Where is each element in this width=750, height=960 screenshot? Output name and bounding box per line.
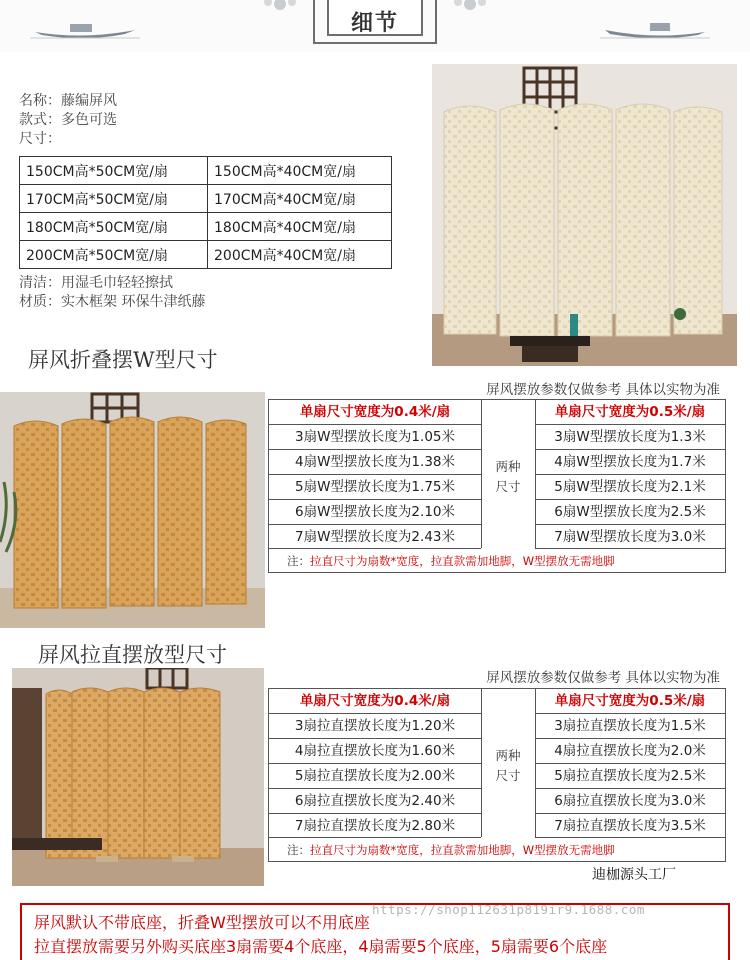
w-param-table (268, 399, 726, 573)
straight-mid-label-2: 尺寸 (495, 768, 521, 783)
table-cell: 4扇W型摆放长度为1.7米 (535, 450, 725, 475)
table-cell: 6扇W型摆放长度为2.5米 (535, 500, 725, 525)
table-cell: 5扇拉直摆放长度为2.00米 (269, 764, 481, 789)
product-photo-natural-w (0, 392, 265, 628)
badge-title: 细节 (350, 10, 399, 36)
size-cell: 150CM高*50CM宽/扇 (20, 157, 208, 185)
table-cell: 6扇拉直摆放长度为2.40米 (269, 789, 481, 814)
spec-material: 材质：实木框架 环保牛津纸藤 (19, 294, 206, 310)
care-info (19, 274, 205, 312)
table-cell: 3扇拉直摆放长度为1.5米 (535, 714, 725, 739)
size-cell: 150CM高*40CM宽/扇 (208, 157, 392, 185)
size-cell: 180CM高*50CM宽/扇 (20, 213, 208, 241)
size-table (19, 156, 392, 269)
size-cell: 170CM高*40CM宽/扇 (208, 185, 392, 213)
section-badge (313, 0, 437, 44)
page-header (0, 0, 750, 52)
table-cell: 4扇拉直摆放长度为1.60米 (269, 739, 481, 764)
table-cell: 3扇拉直摆放长度为1.20米 (269, 714, 481, 739)
flower-decoration (250, 0, 310, 16)
table-cell: 7扇W型摆放长度为3.0米 (535, 525, 725, 549)
footnote-prefix: 注： (287, 554, 310, 568)
table-row (20, 157, 392, 185)
product-photo-natural-straight (12, 668, 264, 886)
base-notice-line-1: 屏风默认不带底座，折叠W型摆放可以不用底座 (34, 913, 370, 932)
w-left-header: 单扇尺寸宽度为0.4米/扇 (269, 400, 481, 425)
size-cell: 170CM高*50CM宽/扇 (20, 185, 208, 213)
spec-style: 款式：多色可选 (19, 112, 117, 128)
table-cell: 7扇W型摆放长度为2.43米 (269, 525, 481, 549)
table-cell: 4扇W型摆放长度为1.38米 (269, 450, 481, 475)
table-cell: 3扇W型摆放长度为1.3米 (535, 425, 725, 450)
footnote-text: 拉直尺寸为扇数*宽度，拉直款需加地脚，W型摆放无需地脚 (310, 843, 615, 857)
table-cell: 5扇W型摆放长度为2.1米 (535, 475, 725, 500)
straight-left-header: 单扇尺寸宽度为0.4米/扇 (269, 689, 481, 714)
factory-label: 迪枷源头工厂 (592, 867, 676, 883)
table-cell: 6扇W型摆放长度为2.10米 (269, 500, 481, 525)
w-mid-label-2: 尺寸 (495, 479, 521, 494)
spec-size-label: 尺寸： (19, 131, 61, 147)
table-row (20, 213, 392, 241)
straight-section-note: 屏风摆放参数仅做参考 具体以实物为准 (486, 670, 720, 686)
footnote-prefix: 注： (287, 843, 310, 857)
ink-boat-decoration (30, 18, 140, 40)
table-cell: 4扇拉直摆放长度为2.0米 (535, 739, 725, 764)
product-photo-cream-screen (432, 64, 737, 366)
w-section-note: 屏风摆放参数仅做参考 具体以实物为准 (486, 382, 720, 398)
straight-table-footnote (269, 838, 725, 863)
spec-cleaning: 清洁：用湿毛巾轻轻擦拭 (19, 275, 173, 291)
table-cell: 5扇拉直摆放长度为2.5米 (535, 764, 725, 789)
w-right-header: 单扇尺寸宽度为0.5米/扇 (535, 400, 725, 425)
spec-list (19, 92, 117, 149)
table-cell: 7扇拉直摆放长度为2.80米 (269, 814, 481, 838)
table-cell: 5扇W型摆放长度为1.75米 (269, 475, 481, 500)
base-notice-line-2: 拉直摆放需要另外购买底座3扇需要4个底座，4扇需要5个底座，5扇需要6个底座 (34, 937, 608, 956)
w-table-footnote (269, 549, 725, 574)
table-row (20, 185, 392, 213)
size-cell: 200CM高*50CM宽/扇 (20, 241, 208, 269)
table-cell: 6扇拉直摆放长度为3.0米 (535, 789, 725, 814)
w-mid-label-1: 两种 (495, 459, 521, 474)
size-cell: 200CM高*40CM宽/扇 (208, 241, 392, 269)
size-cell: 180CM高*40CM宽/扇 (208, 213, 392, 241)
footnote-text: 拉直尺寸为扇数*宽度，拉直款需加地脚，W型摆放无需地脚 (310, 554, 615, 568)
straight-right-header: 单扇尺寸宽度为0.5米/扇 (535, 689, 725, 714)
table-cell: 3扇W型摆放长度为1.05米 (269, 425, 481, 450)
table-cell: 7扇拉直摆放长度为3.5米 (535, 814, 725, 838)
table-row (20, 241, 392, 269)
straight-mid-label-1: 两种 (495, 748, 521, 763)
straight-param-table (268, 688, 726, 862)
shop-url-watermark: https://shop112631p819ir9.1688.com (372, 902, 645, 917)
w-section-title: 屏风折叠摆W型尺寸 (28, 348, 218, 372)
flower-decoration-right (440, 0, 500, 16)
ink-boat-decoration-right (600, 18, 710, 40)
straight-section-title: 屏风拉直摆放型尺寸 (38, 643, 227, 667)
spec-name: 名称：藤编屏风 (19, 93, 117, 109)
